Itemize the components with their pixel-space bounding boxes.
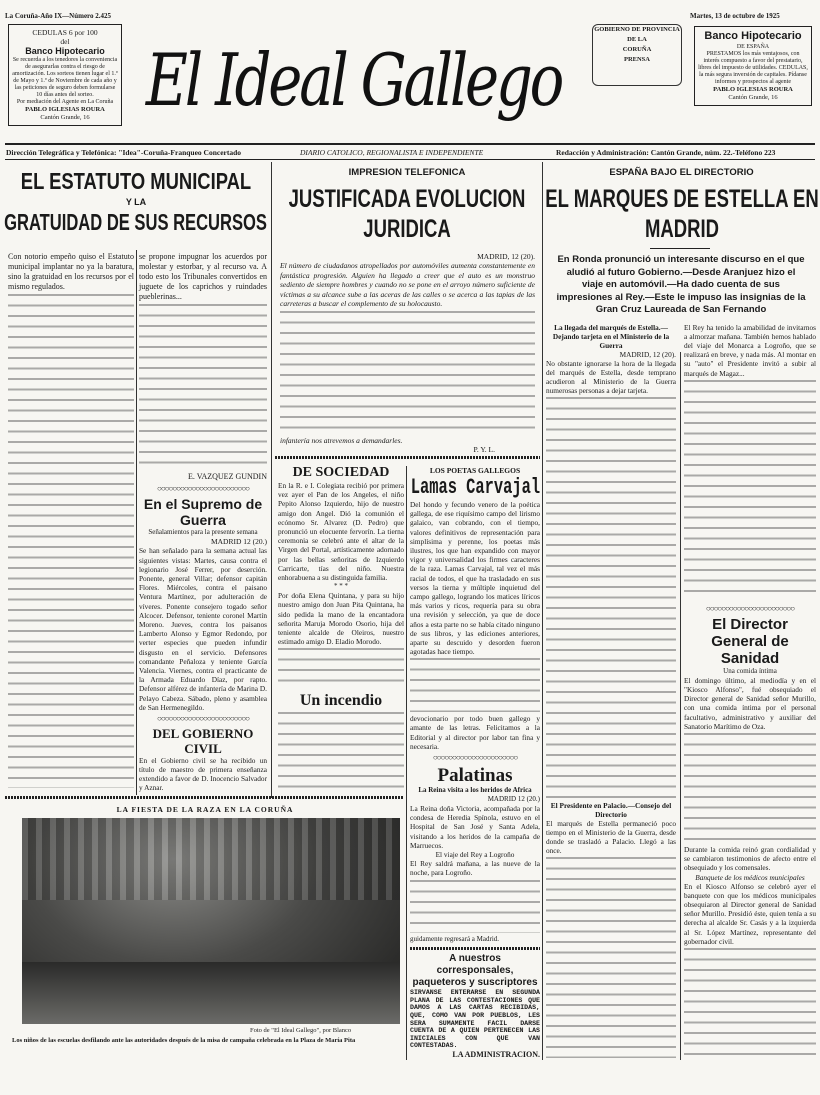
ad-address: Cantón Grande, 16 — [40, 114, 90, 121]
notice-title: A nuestros corresponsales, — [436, 953, 514, 977]
column-rule — [271, 162, 272, 798]
right-column-b — [684, 323, 816, 1061]
section-title: Palatinas — [437, 764, 513, 786]
notice-body: SIRVANSE ENTERARSE EN SEGUNDA PLANA DE LAS CONTESTACIONES QUE DAMOS A LAS CARTAS RECIBIDAS, QUE, COMO VAN POR PUEBLOS, LES SERA SUMAMENTE FACIL DARSE CUENTA DE A QUIEN PERTENECEN LAS INICIALES CON QUE VAN CONTESTADAS. — [410, 989, 540, 1050]
dotted-divider — [5, 796, 403, 799]
section-body-text — [410, 880, 540, 934]
section-title-wrap — [410, 475, 540, 500]
right-column-a — [546, 323, 676, 1061]
lamas-column — [410, 466, 540, 1060]
dotted-divider — [275, 456, 540, 459]
photo-ground — [22, 962, 400, 1024]
article-body-text — [139, 304, 267, 470]
section-ending: devocionario por todo buen gallego y amante de las letras. Felicitamos a la Editorial y al director por labor tan fina y necesaria. — [410, 714, 540, 751]
subhead: Banquete de los médicos municipales — [695, 872, 805, 882]
middle-article-body — [280, 252, 535, 454]
photo-title: LA FIESTA DE LA RAZA EN LA CORUÑA — [116, 805, 294, 814]
title-line: GRATUIDAD DE SUS RECURSOS — [4, 209, 268, 235]
left-bank-ad — [8, 24, 122, 126]
left-column-a — [8, 252, 134, 790]
article-body: se propone impugnar los acuerdos por molestar y estorbar, y al recurso va. A todo esto los Tribunales convertidos en juguete de los caprichos y ruindades pueblerinas... — [139, 252, 267, 301]
section-body: El domingo último, al mediodía y en el "Kiosco Alfonso", fué obsequiado el Director general de Sanidad señor Murillo, con una comida íntima por el personal facultativo, administrativo y auxiliar del Sanatorio Marítimo de Oza. — [684, 675, 816, 731]
divider — [650, 248, 710, 249]
ad-bank-name: Banco Hipotecario — [25, 46, 105, 56]
article-title: EL MARQUES DE ESTELLA EN MADRID — [544, 185, 819, 243]
ad-line: del — [60, 37, 70, 46]
ornament-divider: ○○○○○○○○○○○○○○○○○○○○○○○ — [705, 603, 795, 613]
photo-credit: Foto de "El Ideal Gallego", por Blanco — [250, 1027, 352, 1034]
article-ending: infantería nos atrevemos a demandarles. — [280, 436, 403, 445]
section-body: En el Gobierno civil se ha recibido un título de maestro de primera enseñanza extendido a favor de D. Inocencio Salvador y Aznar. — [139, 756, 267, 792]
section-ending: Durante la comida reinó gran cordialidad y se cambiaron testimonios de afecto entre el obsequiado y los comensales. — [684, 844, 816, 873]
section-subtitle: El viaje del Rey a Logroño — [435, 849, 515, 859]
article-kicker: ESPAÑA BAJO EL DIRECTORIO — [609, 167, 754, 178]
ad-agent-intro: Por mediación del Agente en La Coruña — [16, 99, 114, 105]
section-title: DE SOCIEDAD — [292, 465, 390, 480]
divider — [5, 143, 815, 145]
article-lead: En Ronda pronunció un interesante discurso en el que aludió al futuro Gobierno.—Desde Aranjuez hizo el viaje en automóvil.—Ha dado cuenta de sus impresiones al Rey.—Este le impuso las insignias de la Gran Cruz Laureada de San Fernando — [556, 254, 806, 315]
right-columns — [546, 323, 816, 1061]
section-body-text — [684, 948, 816, 1058]
section-body: Se han señalado para la semana actual las siguientes vistas: Martes, causa contra el legionario José Ferrer, por deserción. Ponente, general Villar; defensor capitán Flores. Miércoles, contra el paisano Ventura Martínez, por adulteración de víveres. Ponente consejero togado señor Alcocer. Defensor, teniente coronel Martín Moreno. Jueves, contra los paisanos Lamberto Alonso y Egmor Redondo, por verter especies que pueden infundir disgusto en el servicio. Defensores comandante Peñaloza y teniente García Valencia. Viernes, contra el practicante de la Armada Eduardo Díaz, por rapto. Defensor alférez de infantería de Marina D. Pelayo Cabeza. Sábado, pleno y asamblea de San Hermenegildo. — [139, 546, 267, 712]
section-subtitle: Una comida íntima — [723, 666, 777, 675]
separator: * * * — [334, 582, 348, 591]
ad-agent: PABLO IGLESIAS ROURA — [713, 86, 793, 93]
left-column-b — [139, 252, 267, 792]
photo-caption: Los niños de las escuelas desfilando ante las autoridades después de la misa de campaña celebrada en la Plaza de María Pita — [12, 1037, 356, 1044]
telegraph-info: Dirección Telegráfica y Telefónica: "Idea"-Coruña-Franqueo Concertado — [6, 148, 242, 157]
column-rule — [136, 250, 137, 795]
article-body-text — [546, 397, 676, 798]
parade-photo — [22, 818, 400, 1024]
article-signature: P. Y. L. — [473, 445, 495, 454]
stamp-line: GOBIERNO DE PROVINCIA — [594, 26, 680, 33]
article-signature: E. VAZQUEZ GUNDIN — [187, 472, 267, 482]
ad-body: PRESTAMOS los más ventajosos, con interés compuesto a favor del prestatario, libres del impuesto de utilidades. CEDULAS, la más segura inversión de capitales. Pídanse informes y prospectos al agente — [698, 51, 808, 85]
issue-date: Martes, 13 de octubre de 1925 — [690, 12, 780, 20]
article-lead: El número de ciudadanos atropellados por automóviles aumenta constantemente en fantástica progresión. Alguien ha llegado a creer que el auto es un monstruo sediento de siempre hombres y cuando no se pone en el arroyo número suficiente de víctimas a su alcance sube a las aceras de las calles o se acerca a las tapias de las carreteras a buscar el complemento de su holocausto. — [280, 261, 535, 308]
stamp-line: DE LA — [627, 36, 647, 43]
section-title: El Director General de Sanidad — [711, 615, 789, 667]
right-bank-ad — [694, 26, 812, 106]
press-stamp — [592, 24, 682, 86]
section-ending: guidamente regresará a Madrid. — [410, 935, 500, 944]
issue-number: La Coruña-Año IX—Número 2.425 — [5, 12, 112, 20]
subhead: La llegada del marqués de Estella.—Dejando tarjeta en el Ministerio de la Guerra — [552, 322, 670, 350]
ornament-divider: ○○○○○○○○○○○○○○○○○○○○○○○○ — [157, 714, 249, 723]
stamp-line: CORUÑA — [622, 46, 652, 53]
section-title: En el Supremo de Guerra — [143, 496, 263, 529]
stamp-line: PRENSA — [623, 56, 650, 63]
section-title: Lamas Carvajal — [410, 475, 540, 500]
ad-address: Cantón Grande, 16 — [728, 94, 778, 101]
section-body: En el Kiosco Alfonso se celebró ayer el banquete con que los médicos municipales obsequiaron al Director general de Sanidad señor Murillo. Presidió éste, quien tenía a su derecha al alcalde Sr. Casás y a la izquierda al Sr. López Martínez, representante del gobernador civil. — [684, 881, 816, 946]
photo-crowd — [22, 818, 400, 900]
column-rule — [542, 162, 543, 1060]
article-body-text — [280, 311, 535, 435]
section-body-text — [410, 658, 540, 712]
article-title — [5, 209, 267, 236]
article-body-text — [684, 380, 816, 600]
section-body: La Reina doña Victoria, acompañada por la condesa de Heredia Spínola, estuvo en el Hospital de San José y Santa Adela, visitando a los heridos de la campaña de Marruecos. — [410, 803, 540, 850]
dateline: MADRID 12 (20.) — [487, 794, 540, 803]
article-body: No obstante ignorarse la hora de la llegada del marqués de Estella, desde temprano acudieron al Ministerio de la Guerra numerosas personas a dejar tarjeta. — [546, 358, 676, 396]
article-title: JUSTIFICADA EVOLUCION JURIDICA — [288, 185, 526, 243]
section-body-text — [278, 712, 404, 792]
ad-body: Se recuerda a los tenedores la conveniencia de asegurarlas contra el riesgo de amortización. Los sorteos tienen lugar el 1.º de Mayo y 1.º de Noviembre de cada año y las peticiones de seguro deben formularse 10 días antes del sorteo. — [12, 57, 118, 98]
article-body: El marqués de Estella permaneció poco tiempo en el Ministerio de la Guerra, desde donde se trasladó a Palacio. Llegó a las once. — [546, 818, 676, 856]
section-body-text — [684, 733, 816, 843]
ornament-divider: ○○○○○○○○○○○○○○○○○○○○○○○○ — [157, 484, 249, 494]
subhead: El Presidente en Palacio.—Consejo del Directorio — [550, 800, 672, 819]
article-body-text — [546, 857, 676, 1058]
ornament-divider: ○○○○○○○○○○○○○○○○○○○○○○ — [432, 752, 518, 762]
office-info: Redacción y Administración: Cantón Grande, núm. 22.-Teléfono 223 — [556, 148, 776, 157]
divider — [5, 159, 815, 160]
ad-agent: PABLO IGLESIAS ROURA — [25, 106, 105, 113]
section-subtitle: La Reina visita a los heridos de Africa — [418, 785, 532, 794]
section-body: En la R. e I. Colegiata recibió por primera vez ayer el Pan de los Angeles, el niño Pepito Alonso Izquierdo, hijo de nuestro amigo don Angel. Dió la comunión el ecónomo Sr. Alvarez (D. Pedro) que pronunció un elocuente fervorín. La tierna ceremonia se celebró ante el altar de la Virgen del Portal, artísticamente adornado por las bellas señoritas de Izquierdo Carricarte, tías del niño. Nuestra enhorabuena a su distinguida familia. — [278, 481, 404, 583]
section-kicker: LOS POETAS GALLEGOS — [429, 466, 521, 475]
title-line: EL ESTATUTO MUNICIPAL — [20, 168, 252, 194]
right-article-body — [546, 254, 816, 1060]
column-rule — [406, 466, 407, 1060]
article-title-wrap — [272, 184, 542, 244]
dateline: MADRID, 12 (20). — [477, 252, 535, 261]
dateline: MADRID 12 (20.) — [210, 537, 267, 547]
section-body: El Rey saldrá mañana, a las nueve de la noche, para Logroño. — [410, 859, 540, 878]
section-body: Por doña Elena Quintana, y para su hijo nuestro amigo don Juan Pita Quintana, ha sido pedida la mano de la encantadora señorita Maruja Morodo Osorio, hija del teniente alcalde de Oleiros, nuestro estimado amigo D. Eladio Morodo. — [278, 591, 404, 647]
title-join: Y LA — [125, 197, 147, 207]
paper-motto: DIARIO CATOLICO, REGIONALISTA E INDEPENDIENTE — [300, 148, 484, 157]
section-title: DEL GOBIERNO CIVIL — [152, 726, 254, 756]
section-body: Del hondo y fecundo venero de la poética gallega, de ese riquísimo campo del lirismo galaico, van cobrando, con el tiempo, valores definitivos de representación para simplísima y perenne, los poetas más ilustres, los que han expandido con mayor vigor y universalidad los firmes caracteres de la raza. Lamas Carvajal, tal vez el más racial de todos, el que ha trasladado en sus versos la tierna y múltiple inquietud del campo gallego, logrando los matices líricos más varios y ricos, requería para su obra una revisión y selección, ya que de doce años a esta parte no se había citado ninguno de sus libros, y las ediciones anteriores, aparte su descuido y desorden fueron agotadas hace tiempo. — [410, 500, 540, 657]
article-title — [5, 168, 267, 195]
article-kicker: IMPRESION TELEFONICA — [348, 167, 466, 178]
article-title-wrap — [543, 184, 820, 244]
notice-signature: LA ADMINISTRACION. — [452, 1050, 540, 1060]
dotted-divider — [410, 947, 540, 950]
sociedad-column — [278, 464, 404, 794]
masthead-title: El Ideal Gallego — [145, 38, 561, 122]
article-lead: Con notorio empeño quiso el Estatuto municipal implantar no ya la baratura, sino la gratuidad en los recursos por el mismo regulados. — [8, 252, 134, 291]
notice-title: paqueteros y suscriptores — [412, 977, 538, 989]
ad-sub: DE ESPAÑA — [736, 44, 770, 50]
ad-line: CEDULAS 6 por 100 — [32, 28, 98, 37]
article-body-text — [8, 294, 134, 788]
section-subtitle: Señalamientos para la presente semana — [148, 528, 258, 537]
dateline: MADRID, 12 (20). — [619, 349, 676, 359]
ad-bank-name: Banco Hipotecario — [704, 30, 802, 42]
section-body-text — [278, 648, 404, 688]
masthead-title-wrap — [122, 30, 584, 130]
article-body: El Rey ha tenido la amabilidad de invitarnos a almorzar mañana. También hemos hablado del viaje del Monarca a Logroño, que se realizará en breve, y nada más. Al montar en su "auto" el Presidente invitó a subir al marqués de Magaz... — [684, 322, 816, 378]
section-title: Un incendio — [299, 691, 383, 709]
